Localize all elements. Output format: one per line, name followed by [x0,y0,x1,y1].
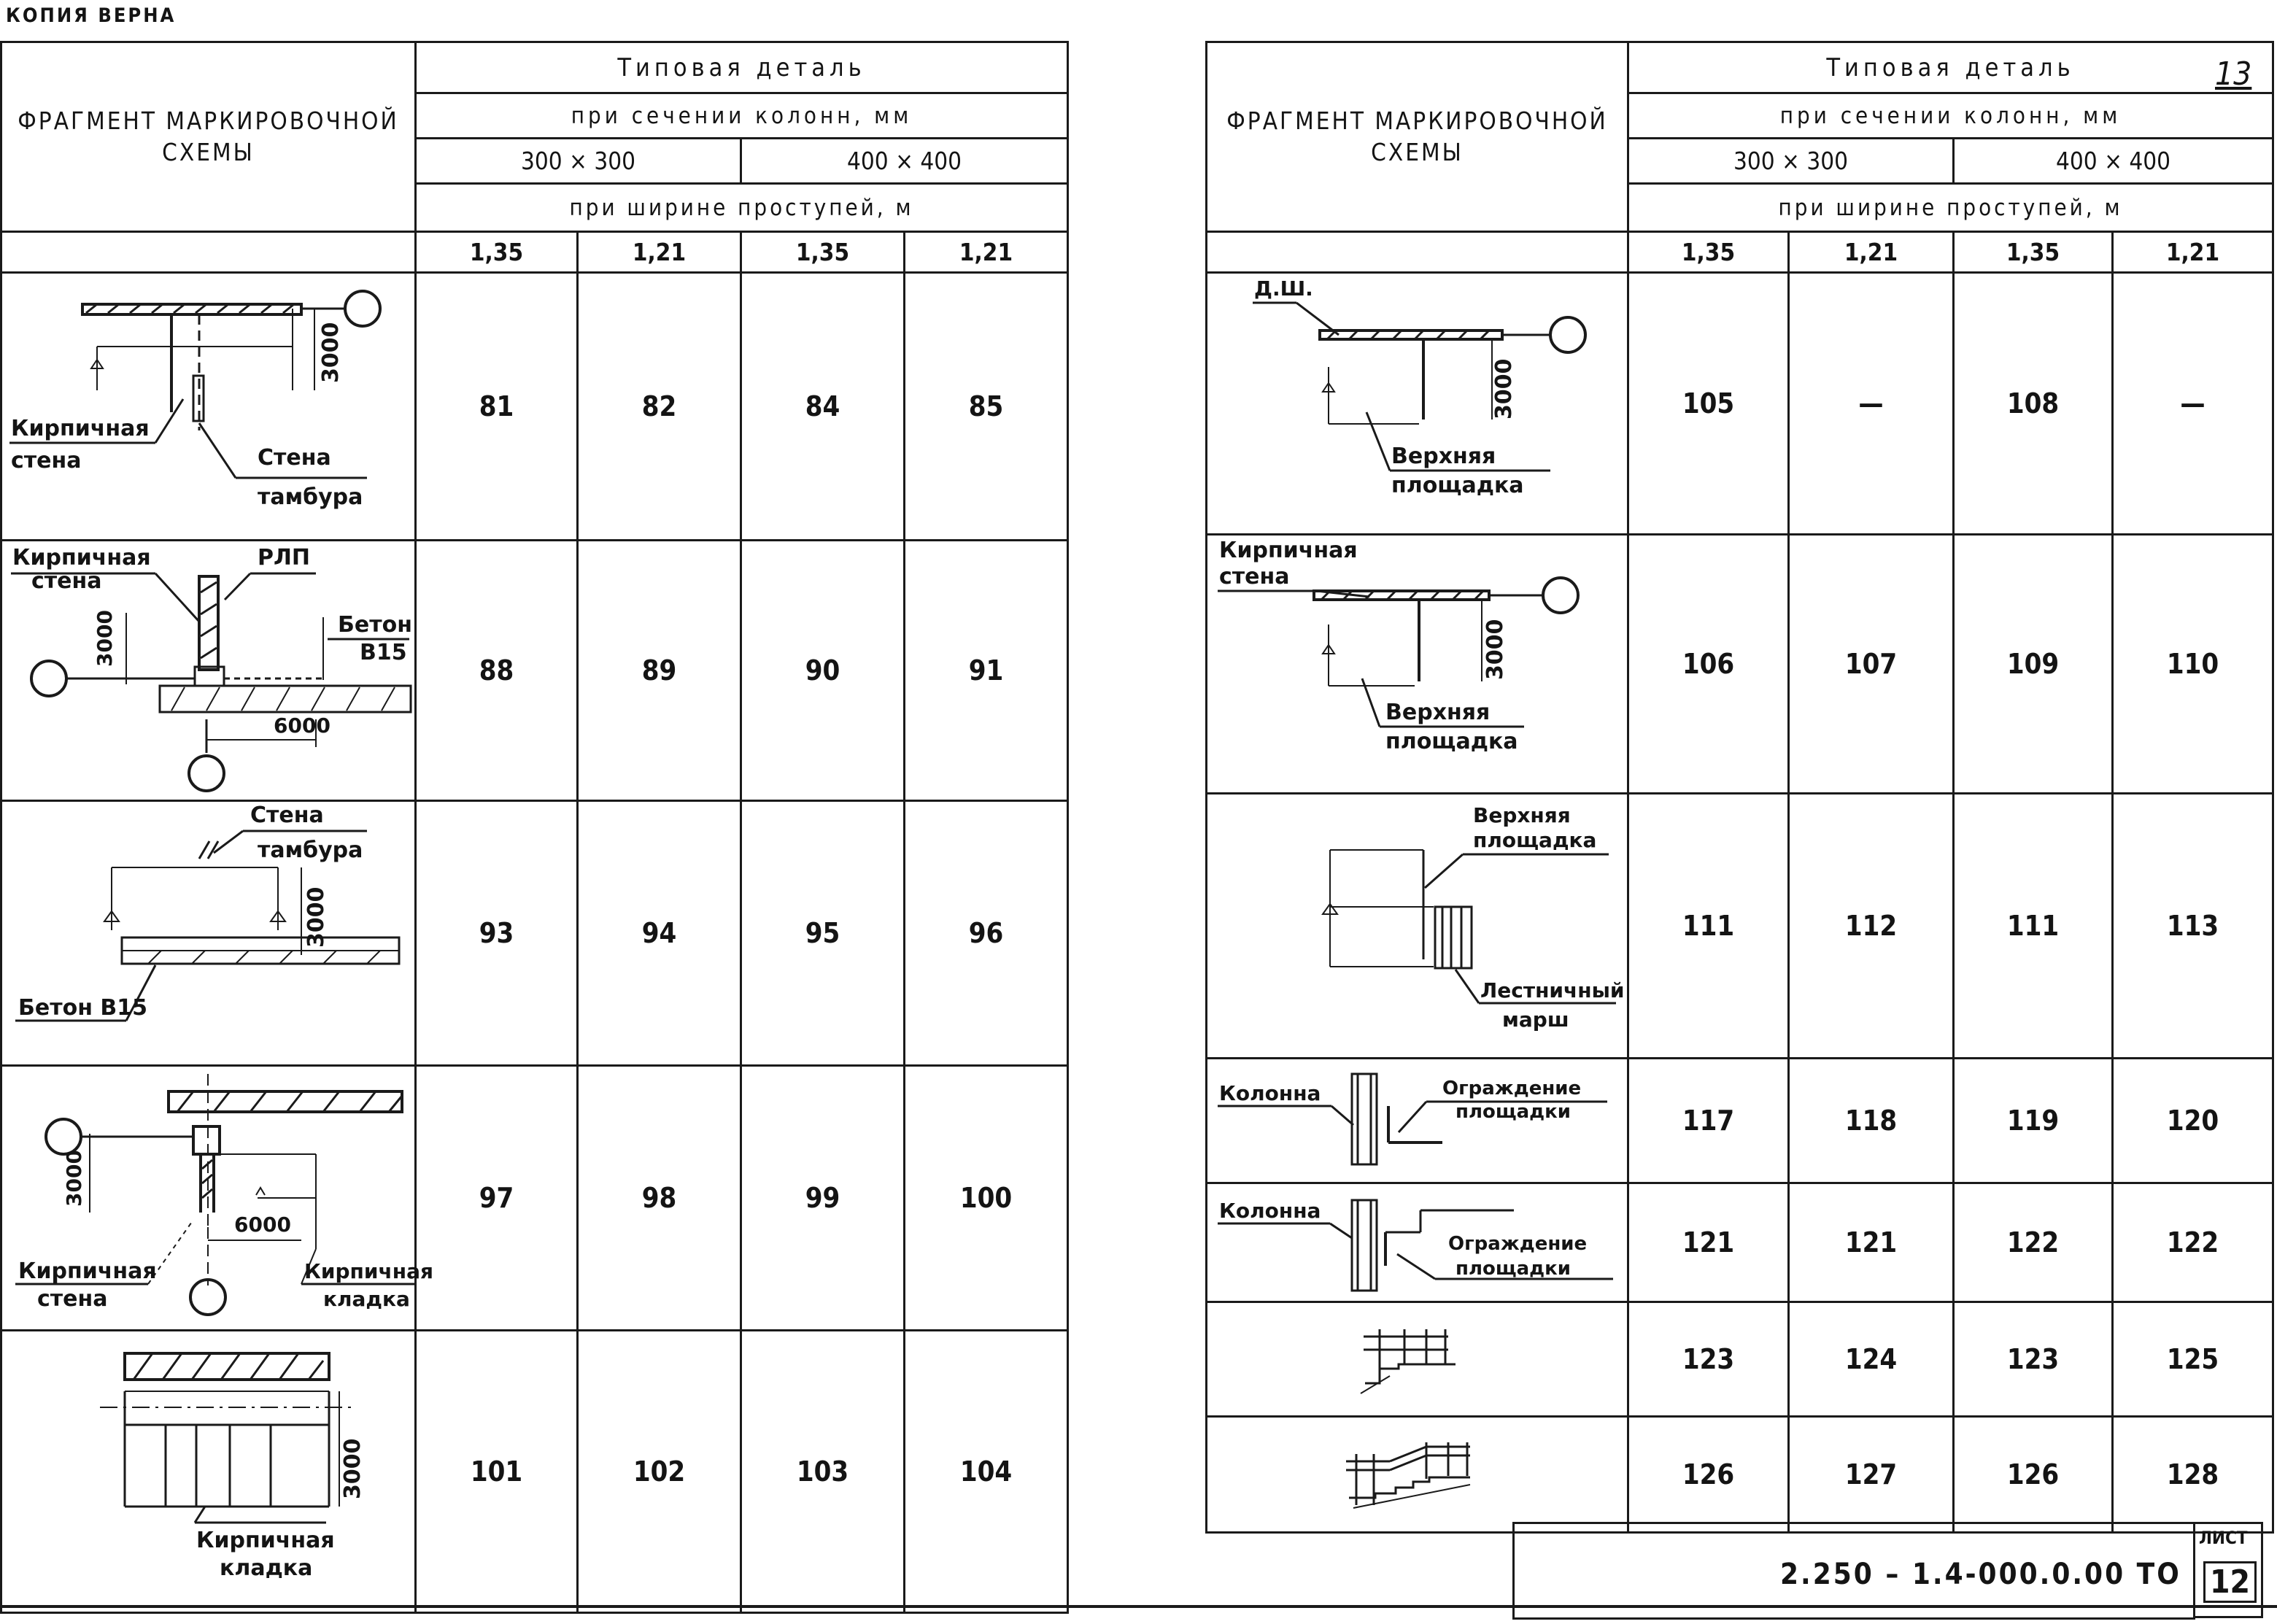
width-cell: 1,21 [578,232,741,273]
step-width-header: при ширине проступей, м [1628,184,2273,232]
fragment-sketch-cell [1207,1417,1628,1533]
detail-number: 107 [1789,535,1954,794]
dimension-label: 3000 [62,1150,86,1207]
fragment-sketch [1207,274,1628,530]
railing-label: Ограждение [1448,1233,1588,1255]
upper-landing-label: площадка [1385,729,1518,754]
brick-wall-label: Кирпичная [18,1258,157,1284]
fragment-sketch [1207,535,1628,789]
dimension-label: 3000 [318,322,344,383]
fragment-sketch-cell [1,1066,433,1331]
brick-wall-label: Кирпичная [12,545,151,571]
table-row [1,1331,1068,1613]
column-section-header: при сечении колонн, мм [416,93,1068,139]
column-label: Колонна [1219,1081,1321,1105]
detail-number: 95 [741,801,905,1066]
dimension-label: 3000 [1482,619,1508,680]
detail-number: 124 [1789,1302,1954,1417]
mark-label: Д.Ш. [1254,277,1313,301]
detail-number: 96 [905,801,1068,1066]
detail-number: 121 [1789,1183,1954,1302]
detail-number: 109 [1954,535,2113,794]
detail-number: 110 [2113,535,2273,794]
fragment-sketch-cell [1,541,416,801]
step-width-header: при ширине проступей, м [416,184,1068,232]
detail-number: 126 [1628,1417,1789,1533]
vestibule-wall-label: Стена [258,445,331,471]
fragment-sketch-cell [1,1331,416,1613]
detail-number: 111 [1628,794,1789,1059]
table-row [1,541,1068,801]
concrete-label: В15 [360,640,407,665]
upper-landing-label: Верхняя [1473,803,1571,827]
fragment-sketch-cell [1,801,416,1066]
right-detail-table [1205,41,2274,1534]
section-400-header: 400 × 400 [1954,139,2273,184]
vestibule-wall-label: Стена [250,803,324,828]
fragment-sketch-cell [1207,794,1628,1059]
concrete-label: Бетон [338,612,412,638]
detail-number: 123 [1628,1302,1789,1417]
table-row [1207,1302,2273,1417]
fragment-sketch-cell [1,273,416,541]
fragment-header: ФРАГМЕНТ МАРКИРОВОЧНОЙ СХЕМЫ [1207,42,1628,232]
table-row [1207,273,2273,535]
detail-number: 85 [905,273,1068,541]
detail-number: 118 [1789,1059,1954,1183]
sheet-label: ЛИСТ [2199,1528,2248,1548]
brick-wall-label: Кирпичная [1219,538,1358,563]
detail-number: 111 [1954,794,2113,1059]
detail-number: 120 [2113,1059,2273,1183]
detail-number: 106 [1628,535,1789,794]
brick-wall-label: стена [31,568,102,594]
detail-number: 99 [741,1066,905,1331]
detail-number: 101 [416,1331,578,1613]
detail-number: 113 [2113,794,2273,1059]
fragment-sketch [2,802,415,1062]
concrete-label: Бетон В15 [18,995,147,1021]
fragment-sketch [2,1067,433,1326]
detail-number: 121 [1628,1183,1789,1302]
fragment-sketch [1207,1303,1628,1412]
table-row [1,801,1068,1066]
fragment-sketch [2,541,415,797]
upper-landing-label: Верхняя [1391,444,1496,469]
vestibule-wall-label: тамбура [258,838,363,863]
detail-number: 98 [578,1066,741,1331]
detail-number: 112 [1789,794,1954,1059]
table-row [1207,1183,2273,1302]
table-row [1207,1417,2273,1533]
upper-landing-label: Верхняя [1385,700,1491,725]
fragment-sketch [2,274,415,536]
column-label: Колонна [1219,1199,1321,1223]
brick-wall-label: стена [37,1286,108,1312]
detail-number: 89 [578,541,741,801]
typical-detail-header: Типовая деталь [1628,42,2273,93]
fragment-sketch-cell [1207,273,1628,535]
table-row [1,273,1068,541]
brick-wall-label: Кирпичная [11,416,150,441]
table-row [1207,794,2273,1059]
page-number: 13 [2215,55,2252,93]
width-cell: 1,35 [1628,232,1789,273]
fragment-sketch [1207,1418,1628,1528]
column-section-header: при сечении колонн, мм [1628,93,2273,139]
table-row [1207,1059,2273,1183]
fragment-sketch-cell [1207,1302,1628,1417]
detail-number: 82 [578,273,741,541]
masonry-label: Кирпичная [196,1528,335,1553]
sheet-number: 12 [2203,1561,2257,1603]
section-400-header: 400 × 400 [741,139,1068,184]
brick-wall-label: стена [1219,564,1290,589]
detail-number: 123 [1954,1302,2113,1417]
detail-number: 117 [1628,1059,1789,1183]
detail-number: 128 [2113,1417,2273,1533]
detail-number: 102 [578,1331,741,1613]
fragment-sketch [2,1331,415,1609]
section-300-header: 300 × 300 [416,139,741,184]
fragment-header-spacer [1207,232,1628,273]
detail-number: 126 [1954,1417,2113,1533]
width-cell: 1,21 [2113,232,2273,273]
stair-flight-label: Лестничный [1480,978,1625,1002]
dimension-label: 3000 [93,610,117,667]
width-cell: 1,21 [1789,232,1954,273]
fragment-header: ФРАГМЕНТ МАРКИРОВОЧНОЙ СХЕМЫ [1,42,416,232]
fragment-sketch-cell [1207,1059,1628,1183]
detail-number: 88 [416,541,578,801]
detail-number: 103 [741,1331,905,1613]
detail-number: — [1789,273,1954,535]
fragment-sketch [1207,794,1628,1054]
detail-number: 104 [905,1331,1068,1613]
upper-landing-label: площадка [1473,828,1597,852]
detail-number: 108 [1954,273,2113,535]
detail-number: 90 [741,541,905,801]
typical-detail-header: Типовая деталь [416,42,1068,93]
width-cell: 1,35 [416,232,578,273]
detail-number: 100 [905,1066,1068,1331]
stair-flight-label: марш [1502,1008,1569,1032]
beam-label: РЛП [258,545,311,571]
fragment-sketch-cell [1207,1183,1628,1302]
detail-number: 81 [416,273,578,541]
fragment-sketch [1207,1059,1628,1179]
detail-number: 94 [578,801,741,1066]
detail-number: 122 [2113,1183,2273,1302]
detail-number: — [2113,273,2273,535]
fragment-header-spacer [1,232,416,273]
dimension-label: 3000 [340,1438,366,1499]
detail-number: 122 [1954,1183,2113,1302]
table-row [1207,535,2273,794]
detail-number: 105 [1628,273,1789,535]
section-300-header: 300 × 300 [1628,139,1954,184]
brick-wall-label: стена [11,448,82,473]
bottom-rule [0,1605,2277,1608]
width-cell: 1,35 [741,232,905,273]
detail-number: 91 [905,541,1068,801]
dimension-label: 3000 [1491,358,1517,419]
detail-number: 125 [2113,1302,2273,1417]
masonry-label: кладка [323,1287,410,1311]
copy-stamp: КОПИЯ ВЕРНА [6,4,177,27]
vestibule-wall-label: тамбура [258,484,363,510]
fragment-sketch-cell [1207,535,1628,794]
fragment-sketch [1207,1184,1628,1298]
document-code: 2.250 – 1.4-000.0.00 ТО [1780,1558,2181,1591]
detail-number: 84 [741,273,905,541]
masonry-label: кладка [220,1555,313,1581]
railing-label: площадки [1455,1101,1572,1123]
detail-number: 93 [416,801,578,1066]
detail-number: 127 [1789,1417,1954,1533]
width-cell: 1,21 [905,232,1068,273]
dimension-label: 3000 [304,886,329,948]
width-cell: 1,35 [1954,232,2113,273]
masonry-label: Кирпичная [304,1259,433,1283]
dimension-label: 6000 [234,1213,291,1237]
table-row [1,1066,1068,1331]
railing-label: площадки [1455,1258,1572,1280]
detail-number: 97 [416,1066,578,1331]
dimension-label: 6000 [274,714,330,738]
left-detail-table [0,41,1069,1614]
railing-label: Ограждение [1442,1078,1582,1099]
upper-landing-label: площадка [1391,473,1524,498]
detail-number: 119 [1954,1059,2113,1183]
